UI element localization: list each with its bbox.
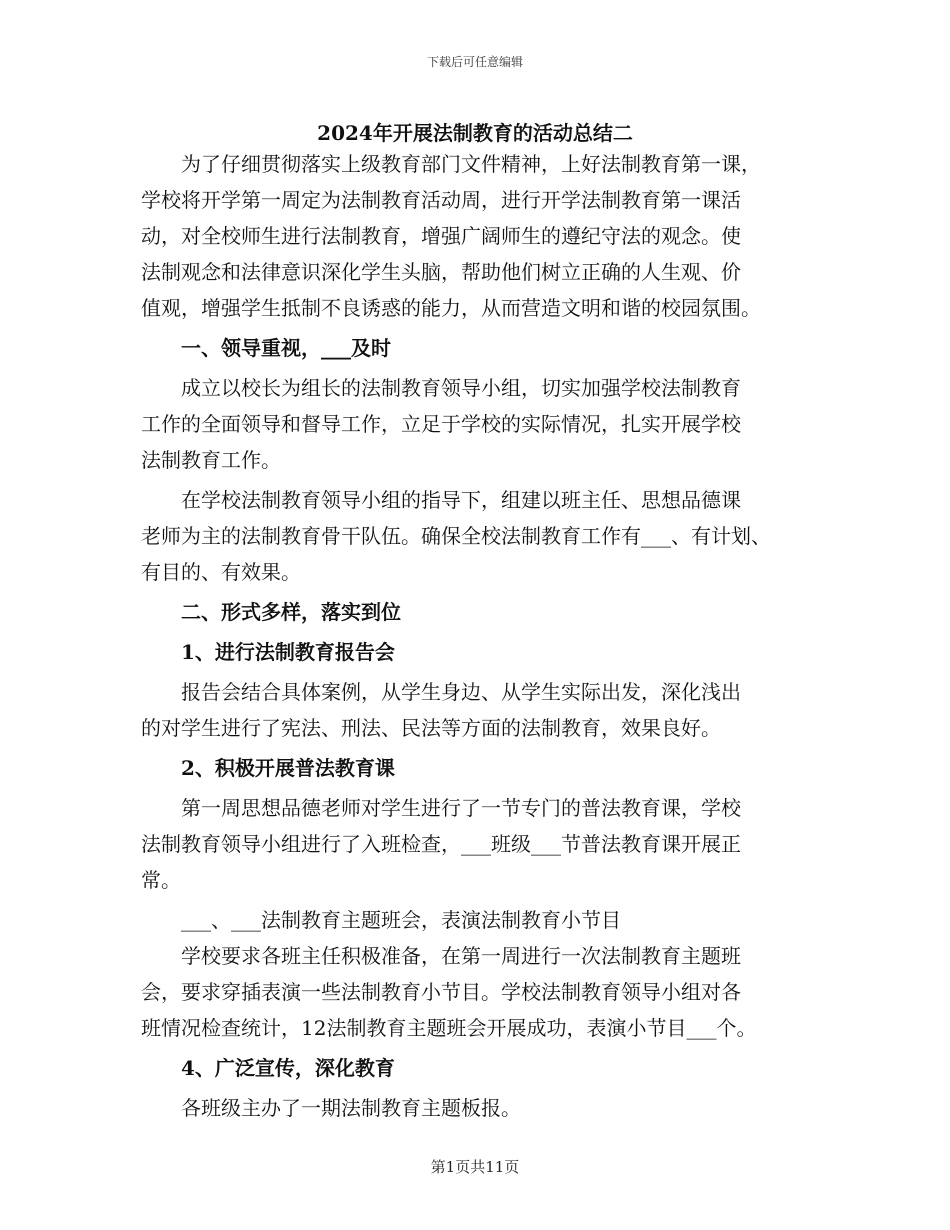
text-line: 第一周思想品德老师对学生进行了一节专门的普法教育课，学校 bbox=[181, 796, 741, 820]
text-line: 各班级主办了一期法制教育主题板报。 bbox=[181, 1096, 521, 1120]
document-body bbox=[141, 146, 821, 1126]
text-line: 会，要求穿插表演一些法制教育小节目。学校法制教育领导小组对各 bbox=[141, 980, 741, 1004]
page-footer: 第1页共11页 bbox=[430, 1158, 520, 1176]
subsection-paragraph bbox=[141, 938, 821, 1046]
text-line: 学校要求各班主任积极准备，在第一周进行一次法制教育主题班 bbox=[181, 944, 741, 968]
section-heading: 二、形式多样，落实到位 bbox=[181, 600, 401, 624]
subsection-paragraph bbox=[141, 674, 821, 746]
text-line: 为了仔细贯彻落实上级教育部门文件精神，上好法制教育第一课， bbox=[181, 152, 761, 176]
text-line: 法制观念和法律意识深化学生头脑，帮助他们树立正确的人生观、价 bbox=[141, 260, 741, 284]
text-line: 法制教育领导小组进行了入班检查，___班级___节普法教育课开展正 bbox=[141, 832, 741, 856]
page-header: 下载后可任意编辑 bbox=[426, 55, 523, 69]
text-line: 常。 bbox=[141, 868, 181, 892]
text-line: 的对学生进行了宪法、刑法、民法等方面的法制教育，效果良好。 bbox=[141, 716, 721, 740]
subsection-heading: 1、进行法制教育报告会 bbox=[181, 640, 395, 664]
intro-paragraph bbox=[141, 146, 821, 326]
text-line: 报告会结合具体案例，从学生身边、从学生实际出发，深化浅出 bbox=[181, 680, 741, 704]
subsection-paragraph bbox=[141, 790, 821, 898]
text-line: 值观，增强学生抵制不良诱惑的能力，从而营造文明和谐的校园氛围。 bbox=[141, 296, 761, 320]
subsection-heading: 4、广泛宣传，深化教育 bbox=[181, 1056, 395, 1080]
text-line: 在学校法制教育领导小组的指导下，组建以班主任、思想品德课 bbox=[181, 488, 741, 512]
subsection-heading-plain: ___、___法制教育主题班会，表演法制教育小节目 bbox=[181, 908, 621, 932]
section1-paragraph-1 bbox=[141, 370, 821, 478]
document-title: 2024年开展法制教育的活动总结二 bbox=[317, 121, 633, 145]
text-line: 动，对全校师生进行法制教育，增强广阔师生的遵纪守法的观念。使 bbox=[141, 224, 741, 248]
text-line: 法制教育工作。 bbox=[141, 448, 281, 472]
text-line: 有目的、有效果。 bbox=[141, 560, 301, 584]
text-line: 工作的全面领导和督导工作，立足于学校的实际情况，扎实开展学校 bbox=[141, 412, 741, 436]
subsection-heading: 2、积极开展普法教育课 bbox=[181, 756, 395, 780]
text-line: 老师为主的法制教育骨干队伍。确保全校法制教育工作有___、有计划、 bbox=[141, 524, 771, 548]
text-line: 班情况检查统计，12法制教育主题班会开展成功，表演小节目___个。 bbox=[141, 1016, 757, 1040]
section1-paragraph-2 bbox=[141, 482, 821, 590]
text-line: 成立以校长为组长的法制教育领导小组，切实加强学校法制教育 bbox=[181, 376, 741, 400]
subsection-paragraph bbox=[141, 1090, 821, 1126]
text-line: 学校将开学第一周定为法制教育活动周，进行开学法制教育第一课活 bbox=[141, 188, 741, 212]
section-heading: 一、领导重视，___及时 bbox=[181, 336, 391, 360]
